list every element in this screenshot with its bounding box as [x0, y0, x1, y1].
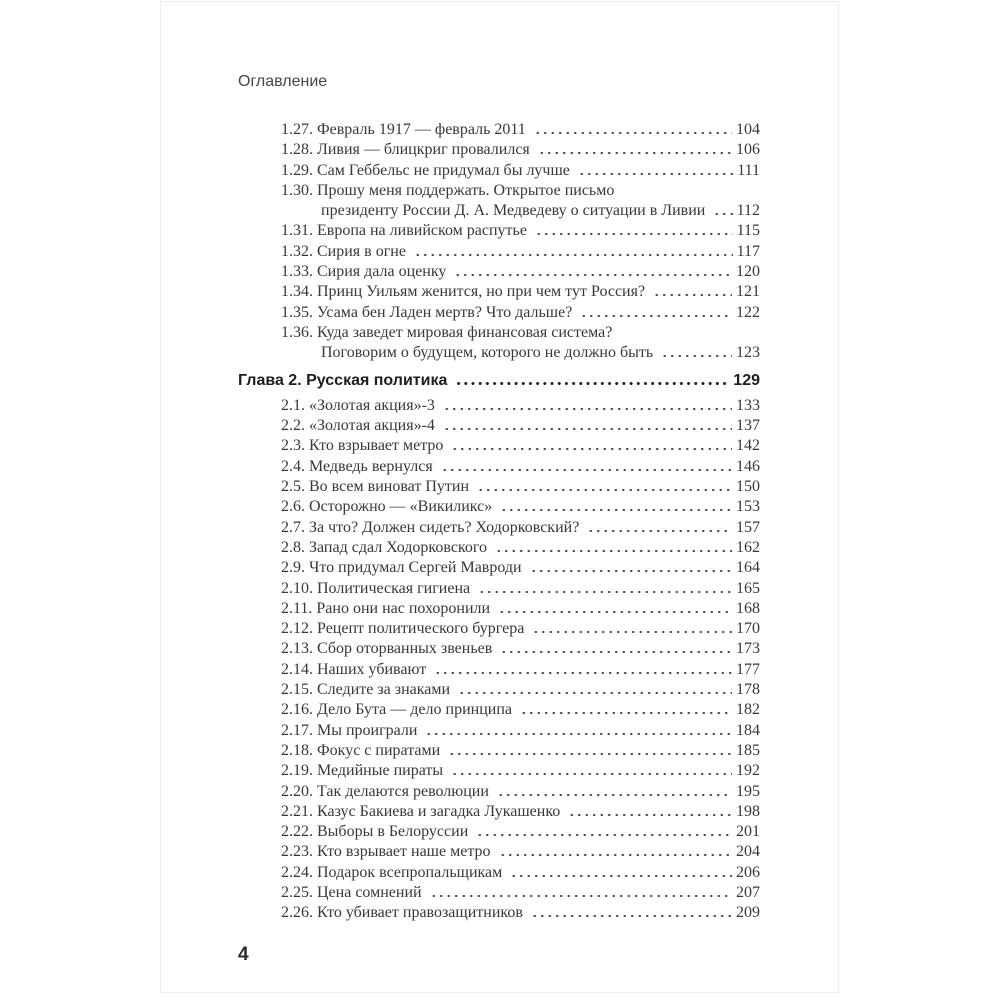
toc-entry-row [281, 303, 760, 323]
toc-entry-title: 2.24. Подарок всепропальщикам [281, 863, 503, 881]
toc-entry-row [281, 477, 760, 497]
toc-entry-row [281, 497, 760, 517]
dot-leader [536, 152, 732, 154]
toc-entry-title: 2.15. Следите за знаками [281, 681, 451, 699]
toc-entry-row [281, 120, 760, 140]
toc-page-ref: 117 [736, 242, 760, 260]
toc-entry-row [281, 802, 760, 822]
toc-entry-title: 2.2. «Золотая акция»-4 [281, 417, 435, 435]
toc-entry-row [281, 599, 760, 619]
toc-page-ref: 112 [736, 202, 760, 220]
toc-entry-row [281, 161, 760, 181]
toc-entry-title: 1.32. Сирия в огне [281, 242, 406, 260]
toc-entry-title: 2.1. «Золотая акция»-3 [281, 396, 435, 414]
dot-leader [518, 712, 732, 714]
toc-page-ref: 157 [736, 518, 760, 536]
toc-entry-title-continuation [321, 201, 760, 221]
toc-entry-row [281, 883, 760, 903]
toc-entry-title: 1.30. Прошу меня поддержать. Открытое письмо [281, 181, 615, 199]
dot-leader [711, 213, 732, 215]
toc-list [238, 120, 760, 924]
toc-entry-title: 2.4. Медведь вернулся [281, 457, 433, 475]
dot-leader [493, 550, 732, 552]
toc-entry-row [281, 761, 760, 781]
toc-page-ref: 209 [736, 904, 760, 922]
dot-leader [496, 611, 732, 613]
toc-entry-title: 2.21. Казус Бакиева и загадка Лукашенко [281, 802, 561, 820]
dot-leader [432, 672, 732, 674]
toc-entry-row [281, 619, 760, 639]
toc-page-ref: 133 [736, 396, 760, 414]
toc-page-ref: 122 [736, 303, 760, 321]
toc-page-ref: 168 [736, 599, 760, 617]
running-header: Оглавление [238, 73, 328, 90]
dot-leader [566, 814, 732, 816]
toc-entry-title: 2.11. Рано они нас похоронили [281, 599, 491, 617]
toc-page-ref: 142 [736, 437, 760, 455]
toc-page-ref: 123 [736, 344, 760, 362]
toc-entry-title: 2.10. Политическая гигиена [281, 579, 471, 597]
page-number: 4 [238, 943, 249, 965]
dot-leader [651, 294, 732, 296]
toc-page-ref: 164 [736, 559, 760, 577]
dot-leader [578, 315, 732, 317]
toc-entry-row [281, 221, 760, 241]
dot-leader [441, 408, 732, 410]
toc-entry-row [281, 842, 760, 862]
toc-entry-row [281, 579, 760, 599]
toc-page-ref: 165 [736, 579, 760, 597]
dot-leader [474, 834, 732, 836]
dot-leader [529, 915, 732, 917]
dot-leader [412, 254, 733, 256]
toc-entry-title: 1.29. Сам Геббельс не придумал бы лучше [281, 161, 570, 179]
toc-entry-title: 2.6. Осторожно — «Викиликс» [281, 498, 493, 516]
dot-leader [475, 489, 732, 491]
toc-entry-row [281, 700, 760, 720]
toc-entry-title: 2.17. Мы проиграли [281, 721, 418, 739]
toc-entry-title: 1.27. Февраль 1917 — февраль 2011 [281, 121, 526, 138]
toc-entry-title: 2.25. Цена сомнений [281, 883, 422, 901]
toc-entry-title-line2: Поговорим о будущем, которого не должно быть [321, 344, 654, 362]
toc-entry-title: 2.14. Наших убивают [281, 660, 427, 678]
toc-entry-row [281, 181, 760, 222]
toc-entry-title: 2.16. Дело Бута — дело принципа [281, 701, 512, 719]
toc-entry-title: 1.33. Сирия дала оценку [281, 263, 447, 281]
toc-entry-title: 2.13. Сбор оторванных звеньев [281, 640, 493, 658]
dot-leader [428, 895, 732, 897]
toc-page-ref: 129 [733, 371, 760, 389]
toc-page-ref: 111 [737, 161, 760, 179]
toc-entry-title: 2.9. Что придумал Сергей Мавроди [281, 559, 522, 577]
toc-page-ref: 170 [736, 620, 760, 638]
toc-entry-title: 2.12. Рецепт политического бургера [281, 620, 525, 638]
toc-entry-title: 2.23. Кто взрывает наше метро [281, 843, 491, 861]
dot-leader [498, 509, 732, 511]
toc-entry-title: 1.31. Европа на ливийском распутье [281, 222, 527, 240]
dot-leader [441, 428, 732, 430]
toc-page-ref: 106 [736, 141, 760, 159]
toc-entry-title: 1.36. Куда заведет мировая финансовая система? [281, 323, 613, 341]
toc-page-ref: 177 [736, 660, 760, 678]
toc-entry-title: 2.8. Запад сдал Ходорковского [281, 538, 488, 556]
dot-leader [476, 591, 732, 593]
dot-leader [439, 469, 732, 471]
dot-leader [423, 733, 732, 735]
toc-page-ref: 195 [736, 782, 760, 800]
toc-entry-row [281, 416, 760, 436]
toc-page-ref: 150 [736, 478, 760, 496]
toc-entry-row [281, 863, 760, 883]
dot-leader [508, 875, 732, 877]
toc-entry-row [281, 262, 760, 282]
toc-entry-row [281, 518, 760, 538]
toc-page-ref: 198 [736, 802, 760, 820]
toc-entry-row [281, 436, 760, 456]
toc-entry-row [281, 903, 760, 923]
toc-entry-title: 2.19. Медийные пираты [281, 762, 444, 780]
toc-entry-row [281, 721, 760, 741]
toc-page-ref: 104 [736, 121, 760, 138]
toc-page-ref: 182 [736, 701, 760, 719]
toc-entry-row [281, 558, 760, 578]
dot-leader [530, 631, 732, 633]
toc-page-ref: 173 [736, 640, 760, 658]
toc-page-ref: 204 [736, 843, 760, 861]
toc-page-ref: 206 [736, 863, 760, 881]
toc-entry-row [281, 242, 760, 262]
toc-entry-title: 1.35. Усама бен Ладен мертв? Что дальше? [281, 303, 573, 321]
dot-leader [498, 651, 732, 653]
toc-entry-row [281, 457, 760, 477]
dot-leader [528, 570, 732, 572]
dot-leader [456, 692, 732, 694]
dot-leader [533, 233, 733, 235]
toc-page-ref: 178 [736, 681, 760, 699]
toc-page-ref: 120 [736, 263, 760, 281]
dot-leader [452, 274, 732, 276]
toc-entry-row [281, 822, 760, 842]
dot-leader [495, 794, 732, 796]
toc-entry-row [281, 538, 760, 558]
toc-page-ref: 115 [736, 222, 760, 240]
toc-entry-title: 2.5. Во всем виноват Путин [281, 478, 470, 496]
toc-entry-title: 1.28. Ливия — блицкриг провалился [281, 141, 530, 159]
toc-page-ref: 121 [736, 283, 760, 301]
dot-leader [446, 753, 732, 755]
toc-entry-title: 2.26. Кто убивает правозащитников [281, 904, 523, 922]
toc-entry-row [281, 639, 760, 659]
toc-page-ref: 201 [736, 823, 760, 841]
dot-leader [453, 382, 730, 385]
toc-page-ref: 146 [736, 457, 760, 475]
toc-entry-row [281, 782, 760, 802]
dot-leader [449, 773, 732, 775]
dot-leader [576, 173, 733, 175]
toc-entry-row [281, 396, 760, 416]
toc-entry-title: 1.34. Принц Уильям женится, но при чем тут Россия? [281, 283, 646, 301]
toc-chapter-row [238, 371, 760, 391]
dot-leader [532, 132, 732, 134]
toc-entry-row [281, 282, 760, 302]
toc-page-ref: 192 [736, 762, 760, 780]
toc-entry-row [281, 140, 760, 160]
toc-chapter-title: Глава 2. Русская политика [238, 371, 448, 389]
toc-page-ref: 137 [736, 417, 760, 435]
toc-entry-title: 2.22. Выборы в Белоруссии [281, 823, 469, 841]
dot-leader [585, 530, 732, 532]
toc-page-ref: 207 [736, 883, 760, 901]
dot-leader [659, 355, 732, 357]
dot-leader [497, 854, 732, 856]
toc-entry-title: 2.20. Так делаются революции [281, 782, 489, 800]
toc-page-ref: 184 [736, 721, 760, 739]
toc-entry-row [281, 323, 760, 364]
toc-page-ref: 185 [736, 741, 760, 759]
toc-entry-row [281, 680, 760, 700]
toc-entry-title: 2.18. Фокус с пиратами [281, 741, 441, 759]
book-page [160, 1, 839, 993]
toc-entry-title: 2.7. За что? Должен сидеть? Ходорковский? [281, 518, 580, 536]
toc-page-ref: 162 [736, 538, 760, 556]
toc-entry-title-line2: президенту России Д. А. Медведеву о ситуации в Ливии [321, 202, 706, 220]
toc-entry-title-continuation [321, 343, 760, 363]
toc-entry-title: 2.3. Кто взрывает метро [281, 437, 444, 455]
toc-page-ref: 153 [736, 498, 760, 516]
dot-leader [449, 448, 732, 450]
toc-entry-row [281, 741, 760, 761]
toc-entry-row [281, 660, 760, 680]
